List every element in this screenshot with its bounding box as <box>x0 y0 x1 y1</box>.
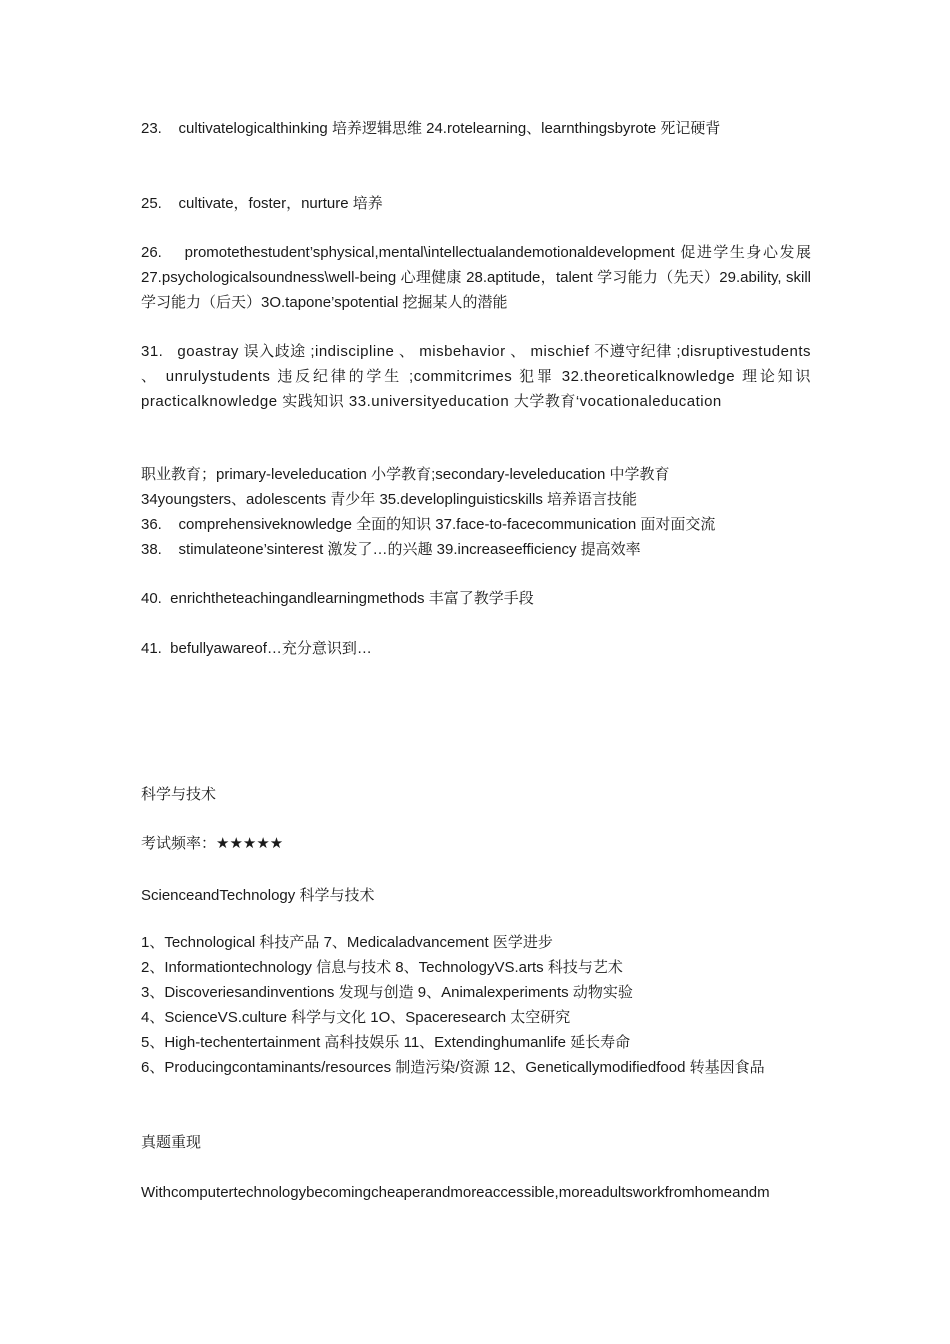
vocab-block-34-39 <box>141 462 811 562</box>
vocab-item-25: 25. cultivate，foster，nurture 培养 <box>141 195 383 212</box>
topic-item: 3、Discoveriesandinventions 发现与创造 9、Animalexperiments 动物实验 <box>141 984 633 1001</box>
exam-text: Withcomputertechnologybecomingcheaperandmoreaccessible,moreadultsworkfromhomeandm <box>141 1184 770 1201</box>
exam-frequency: 考试频率：★★★★★ <box>141 835 284 852</box>
topic-title: ScienceandTechnology 科学与技术 <box>141 887 375 904</box>
vocab-line: 36. comprehensiveknowledge 全面的知识 37.face-to-facecommunication 面对面交流 <box>141 516 716 533</box>
real-exam-label: 真题重现 <box>141 1134 202 1151</box>
vocab-item-31: 31. goastray 误入歧途 ;indiscipline 、 misbehavior 、 mischief 不遵守纪律 ;disruptivestudents 、 unrulystudents 违反纪律的学生 ;commitcrimes 犯罪 32.theoreticalknowledge 理论知识 practicalknowledge 实践知识 33.universityeducation 大学教育‘vocationaleducation <box>141 343 816 410</box>
vocab-item-41: 41. befullyawareof…充分意识到… <box>141 640 372 657</box>
vocab-item-26: 26. promotethestudent’sphysical,mental\intellectualandemotionaldevelopment 促进学生身心发展 27.psychologicalsoundness\well-being 心理健康 28.aptitude，talent 学习能力（先天）29.ability, skill 学习能力（后天）3O.tapone’spotential 挖掘某人的潜能 <box>141 244 816 311</box>
topic-item: 4、ScienceVS.culture 科学与文化 1O、Spaceresearch 太空研究 <box>141 1009 571 1026</box>
vocab-line: 34youngsters、adolescents 青少年 35.developlinguisticskills 培养语言技能 <box>141 491 638 508</box>
vocab-item-23: 23. cultivatelogicalthinking 培养逻辑思维 24.rotelearning、learnthingsbyrote 死记硬背 <box>141 120 721 137</box>
vocab-line: 职业教育；primary-leveleducation 小学教育;secondary-leveleducation 中学教育 <box>141 466 670 483</box>
topic-item: 2、Informationtechnology 信息与技术 8、TechnologyVS.arts 科技与艺术 <box>141 959 623 976</box>
topic-item: 5、High-techentertainment 高科技娱乐 11、Extendinghumanlife 延长寿命 <box>141 1034 631 1051</box>
vocab-item-40: 40. enrichtheteachingandlearningmethods 丰富了教学手段 <box>141 590 534 607</box>
topic-item: 1、Technological 科技产品 7、Medicaladvancement 医学进步 <box>141 934 553 951</box>
topic-item: 6、Producingcontaminants/resources 制造污染/资源 12、Geneticallymodifiedfood 转基因食品 <box>141 1059 765 1076</box>
topic-list <box>141 930 811 1080</box>
vocab-line: 38. stimulateone’sinterest 激发了…的兴趣 39.increaseefficiency 提高效率 <box>141 541 641 558</box>
section-heading: 科学与技术 <box>141 786 217 803</box>
